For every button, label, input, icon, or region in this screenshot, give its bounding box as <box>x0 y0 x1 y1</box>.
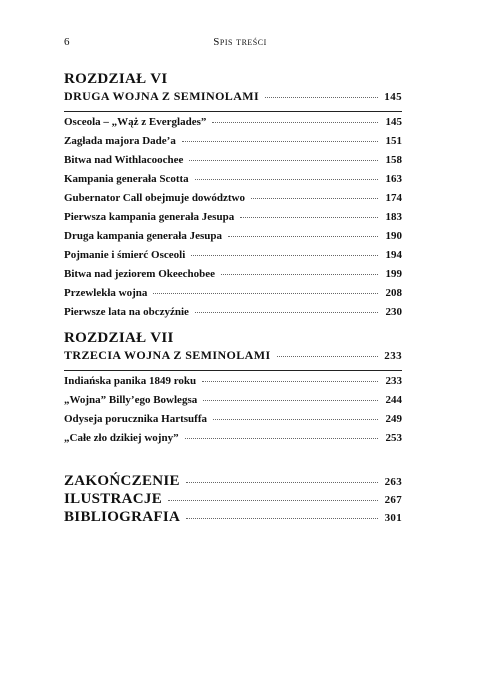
chapter-7-title: TRZECIA WOJNA Z SEMINOLAMI <box>64 348 271 362</box>
dot-leader <box>185 438 378 439</box>
dot-leader <box>195 312 378 313</box>
toc-entry-page: 249 <box>385 413 402 425</box>
chapter-6-rule <box>64 111 402 112</box>
dot-leader <box>213 419 378 420</box>
toc-entry-page: 244 <box>385 394 402 406</box>
dot-leader <box>189 160 378 161</box>
back-matter-title: ILUSTRACJE <box>64 491 163 507</box>
dot-leader <box>191 255 378 256</box>
chapter-7-title-page: 233 <box>384 350 402 362</box>
toc-entry-title: Przewlekła wojna <box>64 287 148 299</box>
table-of-contents <box>64 72 402 527</box>
dot-leader <box>153 293 378 294</box>
back-matter-page: 301 <box>384 512 402 524</box>
toc-entry-page: 158 <box>385 154 402 166</box>
toc-entry-page: 145 <box>385 116 402 128</box>
toc-entry-page: 199 <box>385 268 402 280</box>
toc-entry-title: Gubernator Call obejmuje dowództwo <box>64 192 245 204</box>
back-matter-title: BIBLIOGRAFIA <box>64 509 181 525</box>
dot-leader <box>195 179 378 180</box>
page-number: 6 <box>64 36 70 48</box>
toc-entry-title: Odyseja porucznika Hartsuffa <box>64 413 207 425</box>
toc-entry <box>64 394 402 413</box>
toc-entry-page: 233 <box>385 375 402 387</box>
toc-entry-title: „Wojna” Billy’ego Bowlegsa <box>64 394 198 406</box>
toc-entry <box>64 135 402 154</box>
toc-entry-page: 208 <box>385 287 402 299</box>
toc-entry-page: 194 <box>385 249 402 261</box>
toc-entry-title: Osceola – „Wąż z Everglades” <box>64 116 207 128</box>
toc-entry-title: „Całe zło dzikiej wojny” <box>64 432 179 444</box>
chapter-6-heading: ROZDZIAŁ VI <box>64 71 168 87</box>
dot-leader <box>186 482 378 483</box>
toc-entry-page: 174 <box>385 192 402 204</box>
chapter-6-title-row <box>64 89 402 109</box>
toc-entry <box>64 375 402 394</box>
toc-entry <box>64 306 402 325</box>
chapter-6-title: DRUGA WOJNA Z SEMINOLAMI <box>64 89 260 103</box>
dot-leader <box>212 122 378 123</box>
toc-entry <box>64 268 402 287</box>
running-head: Spis treści <box>213 36 267 48</box>
back-matter-entry <box>64 509 402 527</box>
toc-entry-page: 151 <box>385 135 402 147</box>
back-matter-entry <box>64 473 402 491</box>
toc-entry-title: Bitwa nad Withlacoochee <box>64 154 184 166</box>
dot-leader <box>202 381 378 382</box>
toc-entry <box>64 413 402 432</box>
toc-entry-page: 253 <box>385 432 402 444</box>
toc-entry <box>64 249 402 268</box>
toc-entry-title: Zagłada majora Dade’a <box>64 135 176 147</box>
dot-leader <box>265 97 378 98</box>
dot-leader <box>168 500 378 501</box>
toc-entry <box>64 211 402 230</box>
toc-entry-title: Pierwsze lata na obczyźnie <box>64 306 189 318</box>
toc-entry-title: Indiańska panika 1849 roku <box>64 375 197 387</box>
toc-entry <box>64 192 402 211</box>
page-header <box>64 36 416 52</box>
toc-entry <box>64 287 402 306</box>
toc-entry <box>64 154 402 173</box>
back-matter-page: 267 <box>384 494 402 506</box>
dot-leader <box>251 198 378 199</box>
dot-leader <box>221 274 378 275</box>
back-matter-page: 263 <box>384 476 402 488</box>
chapter-6-title-page: 145 <box>384 91 402 103</box>
toc-entry-page: 183 <box>385 211 402 223</box>
toc-entry-title: Pierwsza kampania generała Jesupa <box>64 211 235 223</box>
dot-leader <box>182 141 378 142</box>
dot-leader <box>240 217 378 218</box>
back-matter-entry <box>64 491 402 509</box>
chapter-7-title-row <box>64 348 402 368</box>
toc-entry-page: 163 <box>385 173 402 185</box>
dot-leader <box>203 400 378 401</box>
toc-entry-title: Pojmanie i śmierć Osceoli <box>64 249 186 261</box>
toc-entry <box>64 230 402 249</box>
toc-entry <box>64 116 402 135</box>
chapter-7-heading: ROZDZIAŁ VII <box>64 330 174 346</box>
toc-entry-page: 230 <box>385 306 402 318</box>
toc-entry-title: Druga kampania generała Jesupa <box>64 230 222 242</box>
dot-leader <box>228 236 378 237</box>
toc-entry-page: 190 <box>385 230 402 242</box>
dot-leader <box>186 518 378 519</box>
back-matter-title: ZAKOŃCZENIE <box>64 473 180 489</box>
toc-entry <box>64 173 402 192</box>
dot-leader <box>277 356 378 357</box>
toc-entry-title: Bitwa nad jeziorem Okeechobee <box>64 268 216 280</box>
toc-entry <box>64 432 402 451</box>
chapter-7-rule <box>64 370 402 371</box>
toc-entry-title: Kampania generała Scotta <box>64 173 189 185</box>
